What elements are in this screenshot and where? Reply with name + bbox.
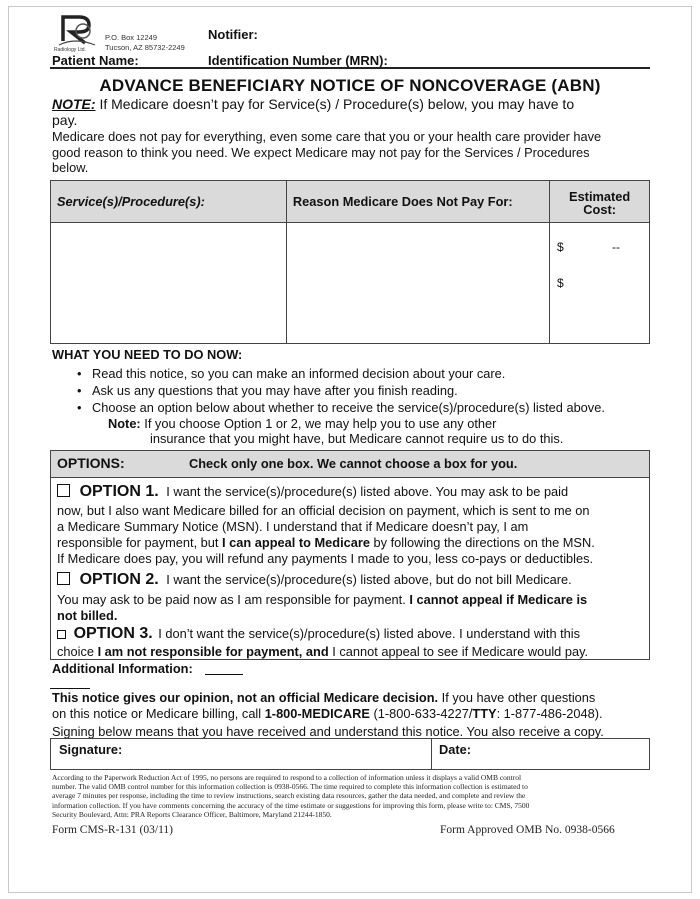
opinion-bold: This notice gives our opinion, not an official Medicare decision. — [52, 690, 439, 705]
option2-line2a: You may ask to be paid now as I am responsible for payment. — [57, 592, 406, 607]
additional-info-field[interactable] — [205, 674, 243, 675]
signature-label: Signature: — [59, 742, 123, 757]
address-line2: Tucson, AZ 85732-2249 — [105, 43, 185, 52]
option2-no-appeal: I cannot appeal if Medicare is — [409, 592, 588, 607]
cost-cell[interactable] — [550, 223, 650, 344]
tty-label: TTY — [472, 706, 497, 721]
list-item: • Read this notice, so you can make an informed decision about your care. — [92, 365, 652, 382]
option2-checkbox[interactable] — [57, 572, 70, 585]
option3-label: OPTION 3. — [73, 625, 153, 642]
option1-line2: now, but I also want Medicare billed for an official decision on payment, which is sent to me on — [57, 503, 590, 518]
options-header-bar — [51, 451, 649, 478]
estimated-header-line2: Cost: — [583, 202, 616, 217]
tty-number: : 1-877-486-2048). — [496, 706, 603, 721]
services-header: Service(s)/Procedure(s): — [51, 181, 287, 223]
page-title: ADVANCE BENEFICIARY NOTICE OF NONCOVERAGE (ABN) — [99, 76, 601, 95]
intro-line3: below. — [52, 160, 89, 175]
opinion-text1: If you have other questions — [441, 690, 596, 705]
option3-checkbox[interactable] — [57, 630, 66, 639]
address-line1: P.O. Box 12249 — [105, 33, 157, 42]
note-label: NOTE: — [52, 96, 96, 112]
option1-line4a: responsible for payment, but — [57, 535, 219, 550]
option1-line4c: by following the directions on the MSN. — [373, 535, 595, 550]
options-heading: OPTIONS: — [57, 455, 125, 471]
paperwork-line: According to the Paperwork Reduction Act of 1995, no persons are required to respond to a collection of information unless it displays a valid OMB control — [52, 773, 522, 782]
option3-not: I am not — [97, 644, 147, 659]
date-field[interactable] — [432, 739, 649, 769]
option1-line3: a Medicare Summary Notice (MSN). I understand that if Medicare doesn’t pay, I am — [57, 519, 529, 534]
insurance-note-line1: If you choose Option 1 or 2, we may help you to use any other — [144, 416, 497, 431]
opinion-text2: on this notice or Medicare billing, call — [52, 706, 262, 721]
options-box — [50, 450, 650, 660]
intro-paragraph — [52, 129, 652, 176]
insurance-note-line2: insurance that you might have, but Medicare cannot require us to do this. — [150, 431, 564, 446]
paperwork-line: information collection. If you have comments concerning the accuracy of the time estimate or suggestions for improving this form, please write to: CMS, 7500 — [52, 800, 530, 810]
option2-line2 — [57, 592, 587, 607]
patient-row — [50, 53, 650, 66]
cost-value-1: -- — [612, 240, 620, 254]
option1-appeal: I can appeal to Medicare — [222, 535, 370, 550]
paperwork-line: number. The valid OMB control number for this information collection is 0938-0566. The time required to complete this information collection is estimated to — [52, 782, 528, 792]
medicare-phone: 1-800-MEDICARE — [264, 706, 370, 721]
paperwork-act-notice — [52, 773, 650, 819]
paperwork-line: Security Boulevard, Attn: PRA Reports Clearance Officer, Baltimore, Maryland 21244-1850. — [52, 809, 332, 819]
instructions-list — [52, 365, 652, 416]
additional-info-label: Additional Information: — [52, 661, 193, 676]
estimated-cost-header — [550, 181, 650, 223]
notifier-label: Notifier: — [208, 27, 258, 42]
note-paragraph — [52, 96, 652, 128]
signature-field[interactable] — [52, 739, 430, 769]
cost-symbol-1: $ — [557, 240, 564, 254]
option1-label: OPTION 1. — [79, 483, 159, 500]
option3-line2 — [57, 644, 588, 659]
date-label: Date: — [439, 742, 471, 757]
option3-line2a: choice — [57, 644, 94, 659]
list-item: • Ask us any questions that you may have after you finish reading. — [92, 382, 652, 399]
option1-text1: I want the service(s)/procedure(s) listed above. You may ask to be paid — [166, 484, 569, 499]
section-divider — [50, 688, 90, 689]
what-to-do-heading: WHAT YOU NEED TO DO NOW: — [52, 347, 243, 362]
reason-cell[interactable] — [286, 223, 549, 344]
paperwork-line: average 7 minutes per response, including the time to review instructions, search existing data resources, gather the data needed, and complete and review the — [52, 791, 526, 801]
omb-number: Form Approved OMB No. 0938-0566 — [440, 824, 615, 836]
intro-line1: Medicare does not pay for everything, even some care that you or your health care provider have — [52, 129, 602, 144]
services-table — [50, 180, 650, 344]
option3-responsible: responsible for payment, and — [150, 644, 329, 659]
intro-line2: good reason to think you need. We expect Medicare may not pay for the Services / Procedures — [52, 144, 590, 160]
option2-label: OPTION 2. — [79, 571, 159, 588]
signature-box — [50, 738, 650, 770]
option3-line1 — [57, 625, 580, 643]
option3-text1: I don’t want the service(s)/procedure(s) listed above. I understand with this — [158, 626, 581, 641]
note-text: If Medicare doesn’t pay for Service(s) / Procedure(s) below, you may have to — [99, 96, 575, 112]
insurance-note-label: Note: — [108, 416, 141, 431]
reason-header: Reason Medicare Does Not Pay For: — [286, 181, 549, 223]
signing-text: Signing below means that you have received and understand this notice. You also receive a copy. — [52, 724, 604, 739]
list-item: • Choose an option below about whether to receive the service(s)/procedure(s) listed above. — [92, 399, 652, 416]
option1-checkbox[interactable] — [57, 484, 70, 497]
option2-text1: I want the service(s)/procedure(s) listed above, but do not bill Medicare. — [166, 572, 572, 587]
phone-number: (1-800-633-4227/ — [373, 706, 473, 721]
identification-number-label: Identification Number (MRN): — [208, 53, 388, 68]
estimated-header-line1: Estimated — [569, 189, 631, 204]
options-instruction: Check only one box. We cannot choose a box for you. — [189, 456, 518, 471]
services-cell[interactable] — [51, 223, 287, 344]
form-number: Form CMS-R-131 (03/11) — [52, 824, 173, 836]
patient-name-label: Patient Name: — [52, 53, 139, 68]
insurance-note — [108, 416, 496, 431]
note-text-cont: pay. — [52, 112, 78, 128]
option2-line1 — [57, 571, 572, 589]
option1-line4 — [57, 535, 595, 550]
cost-symbol-2: $ — [557, 276, 564, 290]
header-divider — [50, 67, 650, 69]
option2-line3: not billed. — [57, 608, 118, 623]
option3-line2d: I cannot appeal to see if Medicare would pay. — [332, 644, 589, 659]
logo-caption: Radiology Ltd. — [54, 47, 86, 53]
option1-line1 — [57, 483, 568, 501]
option1-line5: If Medicare does pay, you will refund any payments I made to you, less co-pays or deductibles. — [57, 551, 594, 566]
opinion-paragraph — [52, 690, 652, 722]
